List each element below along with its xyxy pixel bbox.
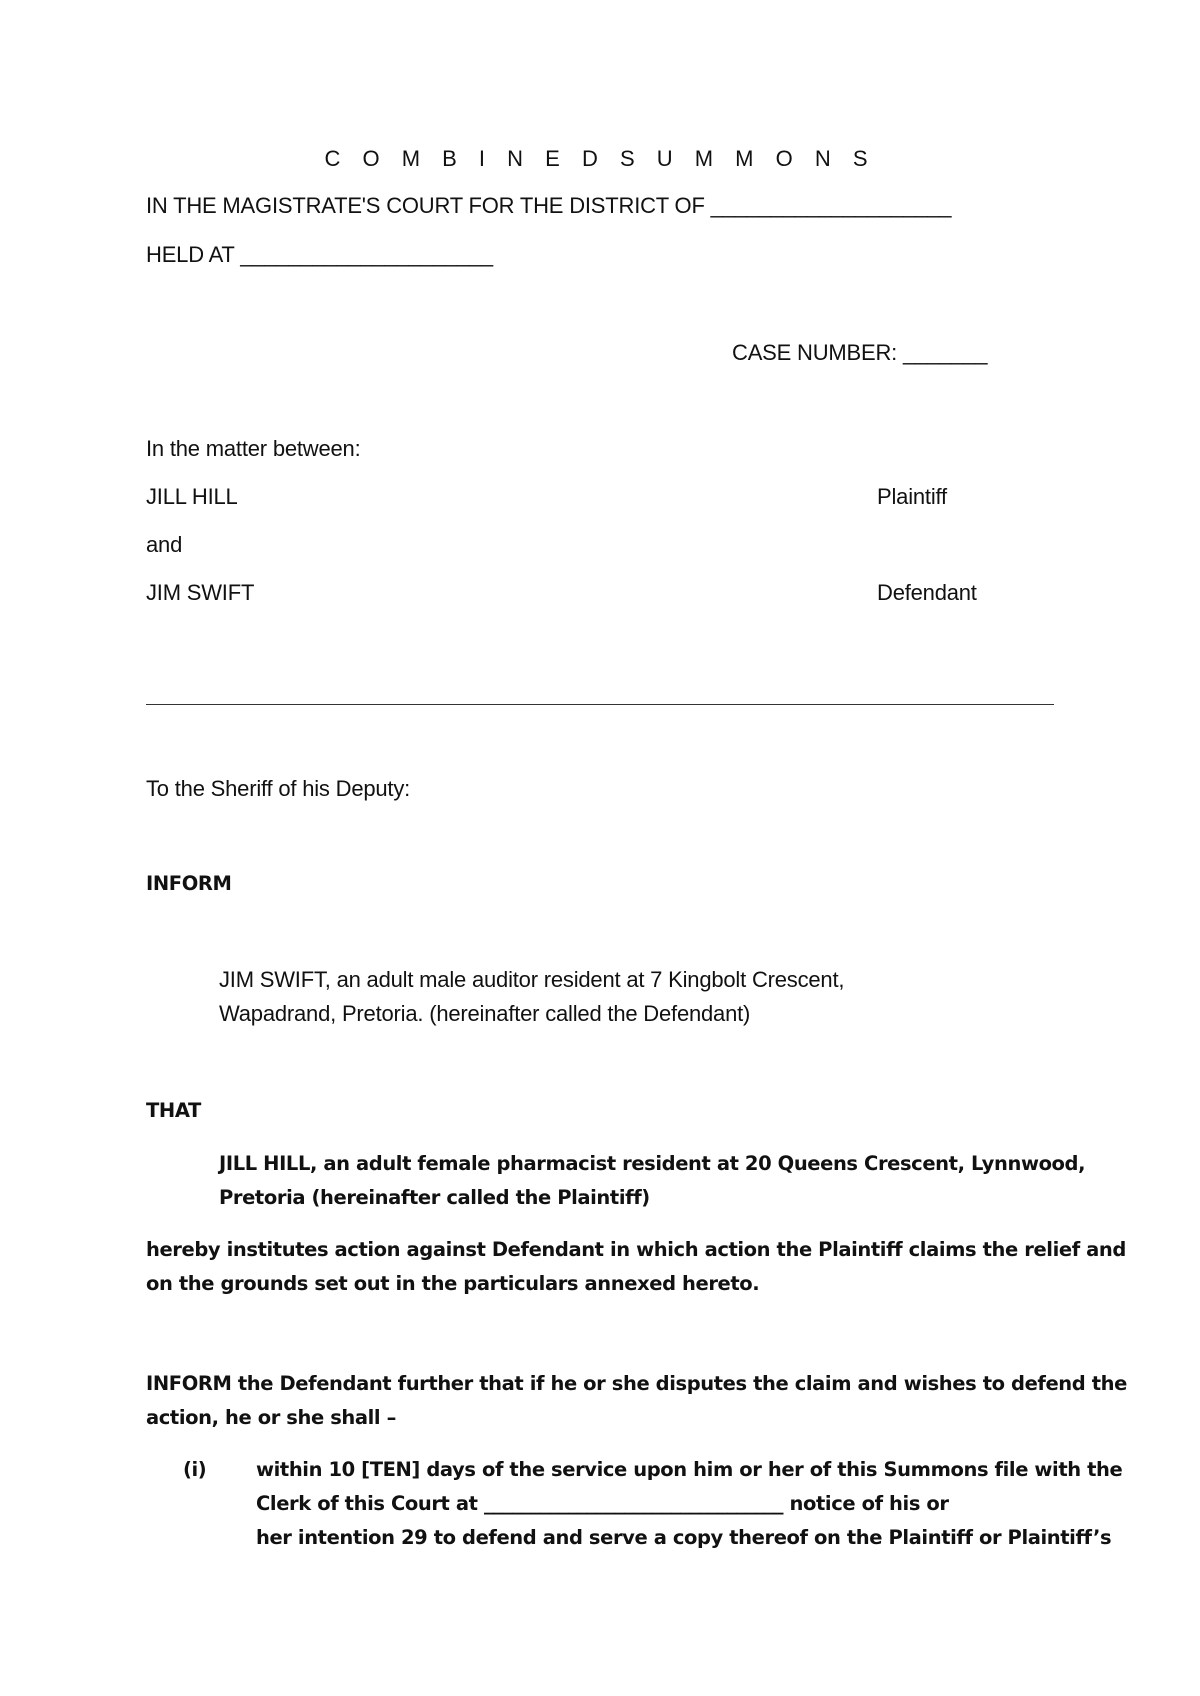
defendant-name: JIM SWIFT	[146, 580, 255, 605]
plaintiff-role: Plaintiff	[877, 484, 947, 509]
matter-intro: In the matter between:	[146, 436, 361, 461]
court-line	[146, 193, 951, 219]
inform2-line1-rest: the Defendant further that if he or she disputes the claim and wishes to defend the	[231, 1372, 1127, 1395]
item-i-line2-end: notice of his or	[789, 1492, 949, 1515]
that-heading: THAT	[146, 1099, 201, 1122]
document-title: C O M B I N E D S U M M O N S	[324, 146, 876, 171]
case-number-blank: _______	[903, 340, 988, 365]
inform-heading: INFORM	[146, 872, 232, 895]
plaintiff-desc-line2: Pretoria (hereinafter called the Plaintiff)	[219, 1186, 650, 1209]
item-i-line1: within 10 [TEN] days of the service upon him or her of this Summons file with the	[256, 1458, 1123, 1481]
plaintiff-name: JILL HILL	[146, 484, 238, 509]
inform2-line2: action, he or she shall –	[146, 1406, 396, 1429]
clerk-address-blank: ________________________________	[483, 1492, 784, 1515]
inform2-bold: INFORM	[146, 1372, 232, 1395]
case-number-label: CASE NUMBER:	[732, 340, 898, 365]
action-line1: hereby institutes action against Defendant in which action the Plaintiff claims the relief and	[146, 1238, 1126, 1261]
inform2-line1	[146, 1372, 1127, 1395]
and-text: and	[146, 532, 183, 557]
district-blank: ____________________	[710, 193, 952, 218]
held-at-blank: _____________________	[240, 242, 493, 267]
addressee: To the Sheriff of his Deputy:	[146, 776, 411, 801]
case-number-line	[732, 340, 987, 366]
held-at-label: HELD AT	[146, 242, 235, 267]
item-i-label: (i)	[183, 1458, 207, 1481]
court-line-text: IN THE MAGISTRATE'S COURT FOR THE DISTRICT OF	[146, 193, 705, 218]
action-line2: on the grounds set out in the particulars annexed hereto.	[146, 1272, 760, 1295]
defendant-role: Defendant	[877, 580, 977, 605]
defendant-desc-line1: JIM SWIFT, an adult male auditor resident at 7 Kingbolt Crescent,	[219, 967, 845, 992]
defendant-desc-line2: Wapadrand, Pretoria. (hereinafter called the Defendant)	[219, 1001, 751, 1026]
item-i-line2	[256, 1492, 949, 1515]
held-at-line	[146, 242, 493, 268]
separator-rule	[146, 704, 1054, 705]
plaintiff-desc-line1: JILL HILL, an adult female pharmacist resident at 20 Queens Crescent, Lynnwood,	[219, 1152, 1086, 1175]
item-i-line2-start: Clerk of this Court at	[256, 1492, 478, 1515]
item-i-line3: her intention 29 to defend and serve a copy thereof on the Plaintiff or Plaintiff’s	[256, 1526, 1112, 1549]
